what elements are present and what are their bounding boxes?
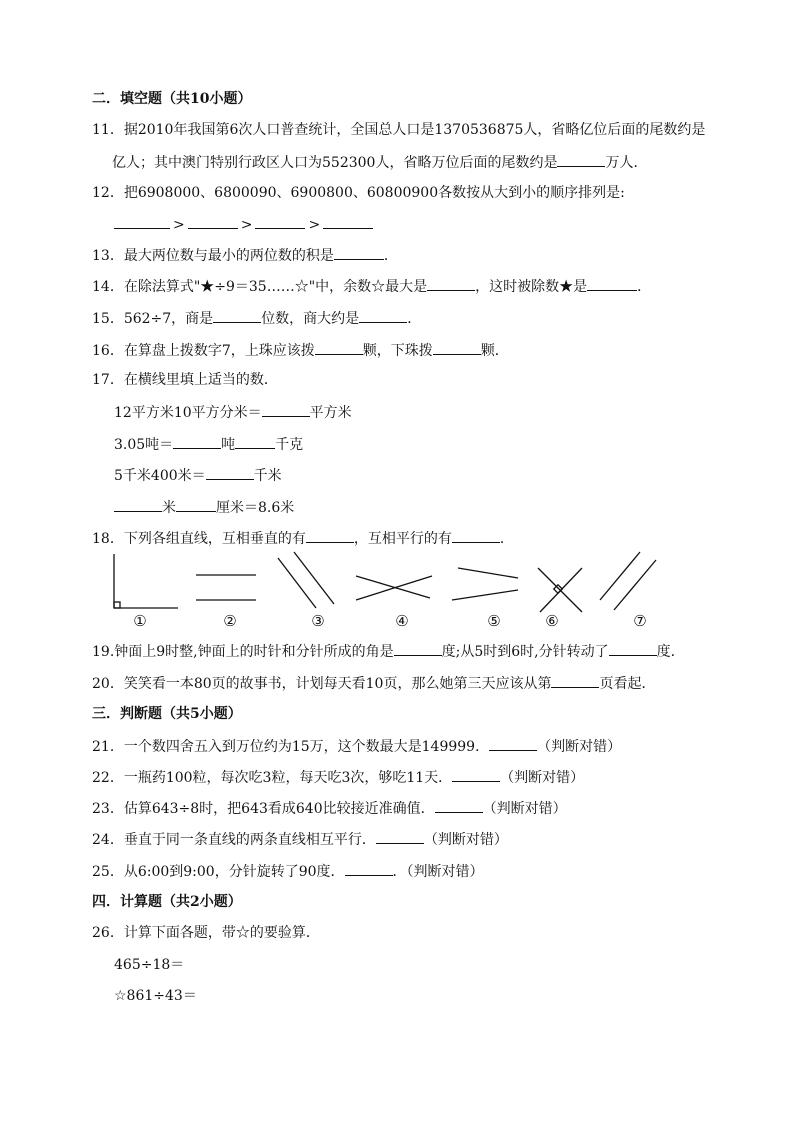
question-17: 17．在横线里填上适当的数． [92,372,278,388]
figure-5-lines [452,568,518,600]
q11-text-1: 亿人；其中澳门特别行政区人口为552300人，省略万位后面的尾数约是 [112,155,558,171]
q14-text-1: 14．在除法算式"★÷9＝35……☆"中，余数☆最大是 [92,279,428,295]
figure-2-parallel-lines [196,575,256,600]
question-24 [92,829,508,849]
q19-end: 度. [656,644,676,660]
answer-blank[interactable] [345,861,393,876]
question-17-a [114,402,352,422]
greater-than-sign: > [308,217,321,233]
q13-text: 13．最大两位数与最小的两位数的积是 [92,248,334,264]
q19-text-1: 19.钟面上9时整,钟面上的时针和分针所成的角是 [92,644,394,660]
figure-label: ⑥ [545,612,559,630]
q18-text-1: 18．下列各组直线，互相垂直的有 [92,531,306,547]
figure-7-parallel-lines [600,552,656,610]
answer-blank[interactable] [315,340,363,355]
greater-than-sign: > [173,217,185,233]
judge-hint: （判断对错） [500,770,585,786]
q17c-text-2: 千米 [253,468,282,484]
figure-label: ① [133,612,147,630]
figure-label: ③ [311,612,325,630]
q17a-text-2: 平方米 [309,405,352,421]
question-11-line-1: 11．据2010年我国第6次人口普查统计，全国总人口是1370536875人，省略亿位后面的尾数约是 [92,122,706,138]
q11-text-2: 万人． [605,155,648,171]
answer-blank[interactable] [114,497,162,512]
q24-text: 24．垂直于同一条直线的两条直线相互平行． [92,832,376,848]
lines-figure [100,548,680,630]
answer-blank[interactable] [213,308,261,323]
question-18 [92,528,514,548]
greater-than-sign: > [240,217,253,233]
judge-hint: （判断对错） [537,739,622,755]
q19-text-2: 度;从5时到6时,分针转动了 [441,644,609,660]
answer-blank[interactable] [435,798,483,813]
answer-blank[interactable] [206,465,254,480]
answer-blank[interactable] [557,152,605,167]
q20-text-2: 页看起． [599,676,656,692]
q18-end: ． [499,531,514,547]
question-12-blanks [114,214,373,234]
q14-text-2: ，这时被除数★是 [475,279,588,295]
figure-1-perpendicular-lines [114,554,178,608]
question-26-b: ☆861÷43＝ [114,988,197,1004]
question-22 [92,767,584,787]
q23-text: 23．估算643÷8时，把643看成640比较接近准确值． [92,801,435,817]
q20-text-1: 20．笑笑看一本80页的故事书，计划每天看10页，那么她第三天应该从第 [92,676,552,692]
q13-end: ． [383,248,398,264]
q16-end: 颗． [480,343,509,359]
q17c-text-1: 5千米400米＝ [114,468,206,484]
answer-blank[interactable] [359,308,407,323]
question-23 [92,798,567,818]
question-26: 26．计算下面各题，带☆的要验算． [92,925,320,941]
answer-blank[interactable] [323,214,373,229]
answer-blank[interactable] [376,829,424,844]
answer-blank[interactable] [587,276,637,291]
q15-end: ． [407,311,422,327]
question-19 [92,641,675,661]
question-15 [92,308,421,328]
figure-label: ② [223,612,237,630]
question-17-c [114,465,282,485]
answer-blank[interactable] [433,340,481,355]
q16-text-1: 16．在算盘上拨数字7，上珠应该拨 [92,343,315,359]
answer-blank[interactable] [452,767,500,782]
section-title-judgment: 三．判断题（共5小题） [92,706,242,722]
judge-hint: （判断对错） [406,864,484,880]
figure-4-intersecting-lines [356,576,432,600]
question-21 [92,736,621,756]
answer-blank[interactable] [452,528,500,543]
answer-blank[interactable] [306,528,354,543]
answer-blank[interactable] [176,497,216,512]
question-12: 12．把6908000、6800090、6900800、60800900各数按从大到小的顺序排列是: [92,185,625,201]
figure-3-parallel-lines [278,552,334,608]
figure-label: ⑦ [633,612,647,630]
answer-blank[interactable] [255,214,305,229]
answer-blank[interactable] [173,434,221,449]
q17a-text-1: 12平方米10平方分米＝ [114,405,262,421]
q17b-text-2: 吨 [221,437,236,453]
q14-end: ． [637,279,652,295]
answer-blank[interactable] [489,736,537,751]
q18-text-2: ，互相平行的有 [353,531,452,547]
question-17-b [114,434,303,454]
question-16 [92,340,509,360]
question-25 [92,861,484,881]
answer-blank[interactable] [262,402,310,417]
q21-text: 21．一个数四舍五入到万位约为15万，这个数最大是149999． [92,739,490,755]
question-11-line-2 [112,152,647,172]
answer-blank[interactable] [609,641,657,656]
question-14 [92,276,651,296]
question-13 [92,245,398,265]
q25-period: ． [392,864,407,880]
answer-blank[interactable] [334,245,384,260]
answer-blank[interactable] [235,434,275,449]
figure-label: ⑤ [487,612,501,630]
q17b-text-3: 千克 [275,437,304,453]
section-title-calculation: 四．计算题（共2小题） [92,894,242,910]
answer-blank[interactable] [114,214,170,229]
q25-text: 25．从6:00到9:00，分针旋转了90度． [92,864,345,880]
q15-text-2: 位数，商大约是 [261,311,360,327]
figure-6-perpendicular-lines [538,568,582,612]
judge-hint: （判断对错） [423,832,508,848]
question-26-a: 465÷18＝ [114,957,185,973]
q15-text-1: 15．562÷7，商是 [92,311,214,327]
question-17-d [114,497,294,517]
q17d-text-2: 厘米＝8.6米 [216,500,295,516]
answer-blank[interactable] [394,641,442,656]
q17d-text-1: 米 [162,500,176,516]
q16-text-2: 颗，下珠拨 [362,343,433,359]
answer-blank[interactable] [427,276,475,291]
question-20 [92,673,655,693]
q22-text: 22．一瓶药100粒，每次吃3粒，每天吃3次，够吃11天． [92,770,453,786]
answer-blank[interactable] [551,673,599,688]
answer-blank[interactable] [188,214,238,229]
section-title-fill-blank: 二．填空题（共10小题） [92,91,252,107]
judge-hint: （判断对错） [482,801,567,817]
q17b-text-1: 3.05吨＝ [114,437,174,453]
figure-label: ④ [395,612,409,630]
